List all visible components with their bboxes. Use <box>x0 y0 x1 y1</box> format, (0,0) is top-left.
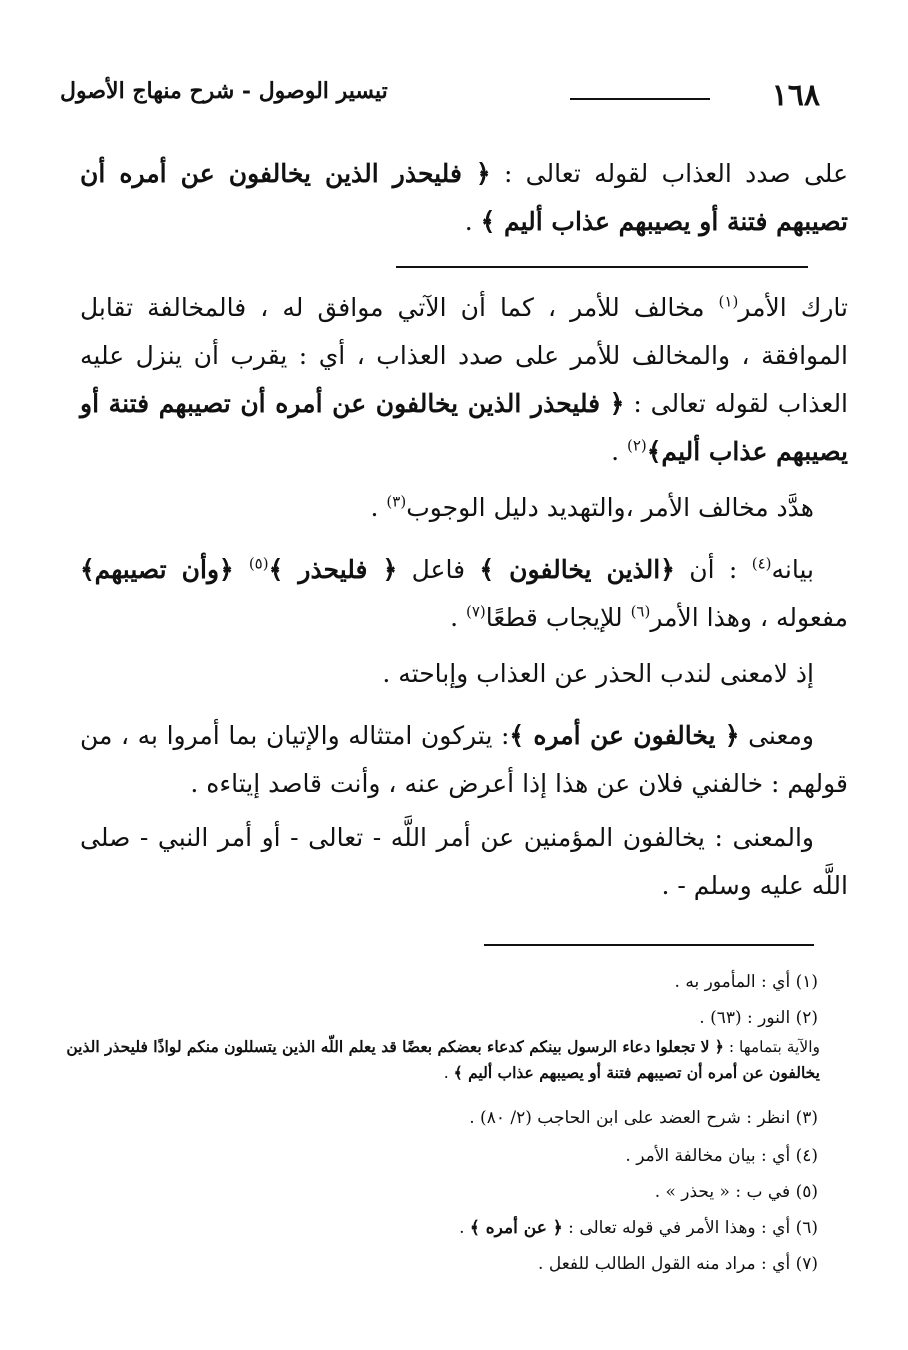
text-run: . <box>611 437 627 466</box>
section-rule <box>396 266 808 268</box>
footnote-6 <box>58 1214 818 1242</box>
text-run: . <box>459 1218 470 1238</box>
text-run: . <box>464 207 481 236</box>
text-run: . <box>370 493 387 522</box>
text-run: : يتركون امتثاله والإتيان بما أمروا به ، من قولهم : خالفني فلان عن هذا إذا أعرض عنه ، وأنت قاصد إيتاءه . <box>80 721 848 798</box>
running-title: تيسير الوصول - شرح منهاج الأصول <box>60 78 388 104</box>
continued-paragraph <box>80 150 848 246</box>
quran-quote: ﴿ فليحذر ﴾ <box>268 555 398 584</box>
text-run: بيانه <box>771 555 814 584</box>
footnote-5: (٥) في ب : « يحذر » . <box>654 1182 818 1202</box>
text-run: مخالف للأمر ، كما أن الآتي موافق له ، فالمخالفة تقابل الموافقة ، والمخالف للأمر على صدد العذاب ، أي : يقرب أن ينزل عليه العذاب لقوله تعالى : <box>80 293 849 418</box>
quran-quote: ﴿الذين يخالفون ﴾ <box>479 555 675 584</box>
footnote-ref: (٧) <box>465 602 486 621</box>
footnote-ref: (٦) <box>630 602 651 621</box>
text-run: تارك الأمر <box>738 293 849 322</box>
footnote-7: (٧) أي : مراد منه القول الطالب للفعل . <box>538 1254 818 1274</box>
text-run: فاعل <box>397 555 480 584</box>
text-run: هدَّد مخالف الأمر ،والتهديد دليل الوجوب <box>406 493 814 522</box>
footnote-1: (١) أي : المأمور به . <box>674 972 818 992</box>
text-run: مفعوله ، وهذا الأمر <box>650 603 848 632</box>
text-run: والآية بتمامها : <box>723 1038 820 1056</box>
quran-quote: ﴿ يخالفون عن أمره ﴾ <box>509 721 740 750</box>
footnote-2: (٢) النور : (٦٣) . <box>699 1008 818 1028</box>
quran-quote: تصيبهم فتنة أو يصيبهم عذاب أليم ﴾ <box>480 207 848 236</box>
paragraph-1 <box>80 284 848 476</box>
footnote-ref: (١) <box>718 292 739 311</box>
text-run: على صدد العذاب لقوله تعالى : <box>490 159 848 188</box>
text-run: (٦) أي : وهذا الأمر في قوله تعالى : <box>562 1218 818 1238</box>
footnote-rule <box>484 944 814 946</box>
quran-quote: ﴿وأن تصيبهم﴾ <box>80 555 249 584</box>
text-run: والمعنى : يخالفون المؤمنين عن أمر اللَّه - تعالى - أو أمر النبي - صلى اللَّه عليه وسلم - . <box>80 823 848 900</box>
footnote-ref: (٣) <box>386 492 407 511</box>
paragraph-5 <box>80 712 848 808</box>
text-run: للإيجاب قطعًا <box>485 603 631 632</box>
footnote-2-continuation <box>60 1034 820 1086</box>
paragraph-2 <box>80 484 848 532</box>
footnote-4: (٤) أي : بيان مخالفة الأمر . <box>625 1146 818 1166</box>
footnote-ref: (٤) <box>751 554 772 573</box>
text-run: . <box>443 1064 454 1082</box>
footnote-ref: (٢) <box>627 436 647 455</box>
quran-quote: ﴿ عن أمره ﴾ <box>469 1218 563 1238</box>
text-run: . <box>450 603 466 632</box>
page-header <box>60 72 820 112</box>
quran-quote: ﴿ فليحذر الذين يخالفون عن أمره أن <box>80 159 491 188</box>
paragraph-4 <box>80 650 848 698</box>
footnote-ref: (٥) <box>248 554 269 573</box>
text-run: إذ لامعنى لندب الحذر عن العذاب وإباحته . <box>382 659 814 688</box>
quran-quote: ﴿ فليحذر الذين يخالفون عن أمره أن تصيبهم فتنة أو يصيبهم عذاب أليم﴾ <box>80 389 848 466</box>
quran-quote: ﴿ لا تجعلوا دعاء الرسول بينكم كدعاء بعضكم بعضًا قد يعلم اللّه الذين يتسللون منكم لواذًا فليحذر الذين يخالفون عن أمره أن تصيبهم فتنة أو يصيبهم عذاب أليم ﴾ <box>66 1037 820 1082</box>
text-run: : أن <box>674 555 752 584</box>
header-rule <box>570 98 710 100</box>
page-number: ١٦٨ <box>771 78 820 113</box>
text-run: ومعنى <box>739 721 814 750</box>
footnote-3: (٣) انظر : شرح العضد على ابن الحاجب (٢/ ٨٠) . <box>469 1108 818 1128</box>
paragraph-3 <box>80 546 848 642</box>
paragraph-6 <box>80 814 848 910</box>
